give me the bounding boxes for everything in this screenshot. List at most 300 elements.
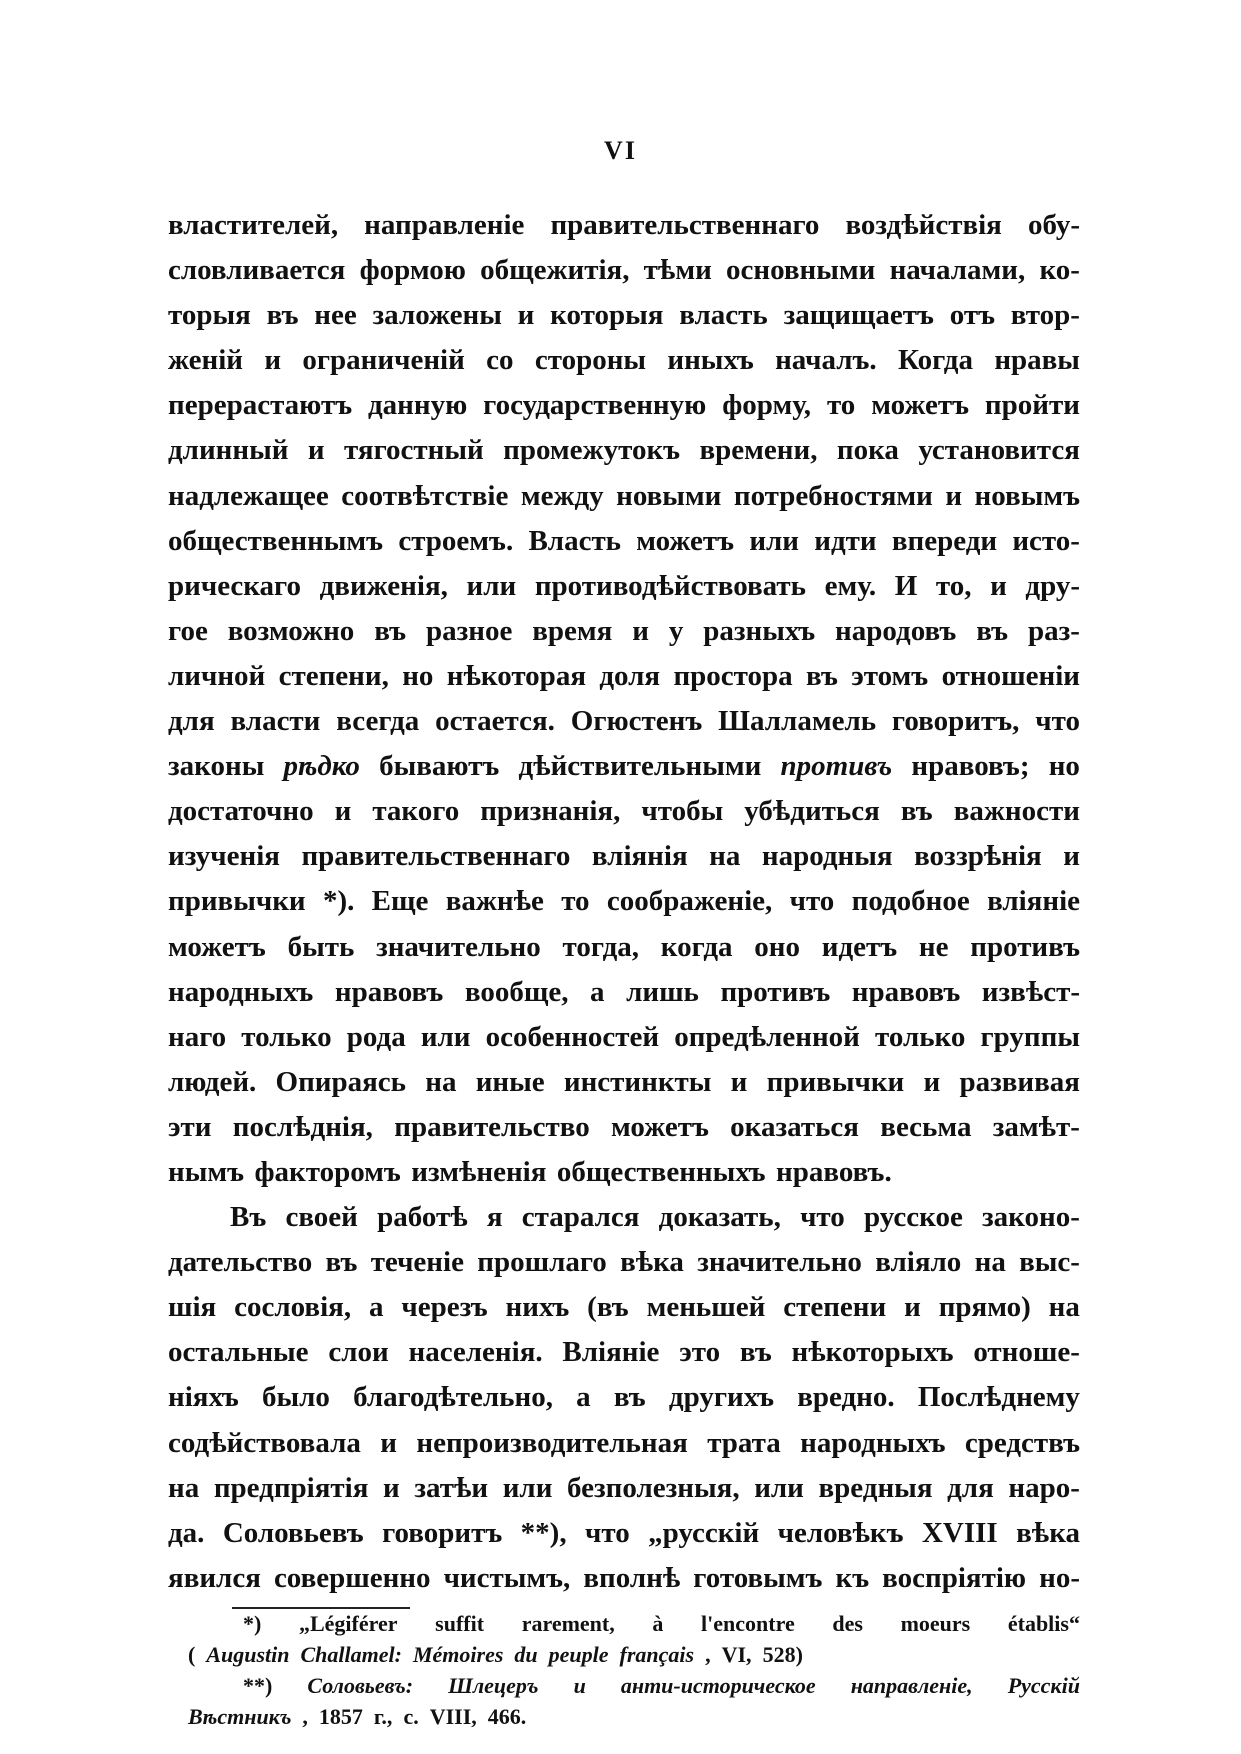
word: важнѣе	[445, 885, 544, 918]
word: Еще	[371, 885, 429, 918]
word: исто-	[1012, 524, 1080, 557]
word: которыя	[550, 299, 664, 332]
main-text	[168, 203, 1080, 1601]
word: развивая	[959, 1065, 1080, 1098]
word: личной	[168, 659, 266, 692]
footnote-line	[188, 1639, 1080, 1670]
word: правительственнаго	[301, 840, 571, 873]
word: движенія,	[319, 569, 448, 602]
word: заложены	[372, 299, 502, 332]
word: сословія,	[234, 1291, 352, 1324]
word: привычки	[766, 1065, 905, 1098]
footnotes	[188, 1608, 1080, 1732]
word: ко-	[1039, 254, 1080, 287]
word: человѣкъ	[777, 1516, 904, 1549]
word: раз-	[1027, 614, 1080, 647]
word: степени	[783, 1291, 887, 1324]
word: старался	[521, 1201, 640, 1234]
word: вѣка	[1016, 1516, 1080, 1549]
text-line	[168, 699, 1080, 744]
word: отношеніи	[941, 659, 1080, 692]
word: и	[264, 344, 282, 377]
word: разное	[425, 614, 513, 647]
word: нравовъ.	[776, 1155, 892, 1188]
word: и	[380, 1426, 397, 1459]
text-line	[168, 1511, 1080, 1556]
text-line	[168, 1150, 1080, 1195]
word: вліянія	[591, 840, 688, 873]
word: нравы	[994, 344, 1080, 377]
word: „русскій	[648, 1516, 760, 1549]
word: анти-историческое	[620, 1673, 816, 1698]
text-line	[168, 744, 1080, 789]
word: вообще,	[464, 975, 569, 1008]
word: затѣи	[414, 1471, 489, 1504]
word: благодѣтельно,	[353, 1381, 553, 1414]
word: законы	[168, 750, 265, 783]
word: что	[1035, 705, 1080, 738]
word: Огюстенъ	[570, 705, 703, 738]
word: весьма	[880, 1110, 972, 1143]
word: доля	[599, 659, 661, 692]
word: русское	[864, 1201, 963, 1234]
text-line	[168, 519, 1080, 564]
word: лишь	[626, 975, 699, 1008]
word: что	[789, 885, 835, 918]
word: населенія.	[408, 1336, 543, 1369]
word: въ	[325, 1246, 358, 1279]
word: пока	[836, 434, 899, 467]
word: установится	[918, 434, 1080, 467]
word: ,	[302, 1704, 308, 1729]
word: нымъ	[168, 1155, 245, 1188]
word: наро-	[1008, 1471, 1080, 1504]
word: а	[368, 1291, 384, 1324]
word: только	[241, 1020, 332, 1053]
word: тогда,	[562, 930, 640, 963]
word: прямо)	[938, 1291, 1031, 1324]
text-line	[168, 609, 1080, 654]
word: établis“	[1007, 1611, 1080, 1636]
word: потребностями	[733, 479, 933, 512]
word: общественнымъ	[168, 524, 384, 557]
word: Шлецеръ	[448, 1673, 539, 1698]
word: замѣт-	[992, 1110, 1080, 1143]
word: народныхъ	[800, 1426, 946, 1459]
word: отноше-	[973, 1336, 1080, 1369]
word: длинный	[168, 434, 289, 467]
word: трата	[707, 1426, 781, 1459]
word: Послѣднему	[917, 1381, 1080, 1414]
word: что	[800, 1201, 845, 1234]
word: и	[517, 299, 535, 332]
word: то	[561, 885, 590, 918]
word: можетъ	[611, 1110, 709, 1143]
word: или	[420, 1020, 471, 1053]
word: совершенно	[273, 1561, 431, 1594]
word: *)	[243, 1611, 262, 1636]
word: 466.	[487, 1704, 527, 1729]
word: началъ.	[775, 344, 877, 377]
word: или	[749, 524, 800, 557]
word: гое	[168, 614, 208, 647]
word: этомъ	[851, 659, 929, 692]
word: выс-	[1019, 1246, 1080, 1279]
word: воздѣйствія	[845, 209, 1002, 241]
text-line	[168, 834, 1080, 879]
word: у	[668, 614, 684, 647]
word: людей.	[168, 1065, 257, 1098]
word: тягостный	[344, 434, 484, 467]
word: средствъ	[964, 1426, 1080, 1459]
text-line	[168, 1105, 1080, 1150]
text-line	[168, 654, 1080, 699]
word: вредныя	[818, 1471, 933, 1504]
word: и	[990, 569, 1007, 602]
word: противодѣйствовать	[534, 569, 806, 602]
word: привычки	[168, 885, 306, 918]
word: черезъ	[401, 1291, 488, 1324]
footnote-line	[188, 1701, 1080, 1732]
word: другихъ	[668, 1381, 775, 1414]
word: И	[894, 569, 918, 602]
word: возможно	[227, 614, 355, 647]
word: явился	[168, 1561, 261, 1594]
word: Соловьевъ:	[307, 1673, 414, 1698]
word: меньшей	[646, 1291, 766, 1324]
word: содѣйствовала	[168, 1426, 361, 1459]
word: *).	[322, 885, 355, 918]
word: предпріятія	[213, 1471, 369, 1504]
word: опредѣленной	[674, 1020, 860, 1053]
word: нее	[314, 299, 357, 332]
word: ограниченій	[302, 344, 465, 377]
footnote-line	[188, 1670, 1080, 1701]
word: властителей,	[168, 209, 339, 241]
word: 1857	[318, 1704, 363, 1729]
word: въ	[266, 299, 299, 332]
word: готовымъ	[693, 1561, 823, 1594]
word: такого	[372, 795, 460, 828]
word: основными	[726, 254, 876, 287]
word: Mémoires	[412, 1642, 504, 1667]
word: быть	[287, 930, 355, 963]
word: можетъ	[168, 930, 266, 963]
word: (	[188, 1642, 196, 1667]
word: признанія,	[480, 795, 621, 828]
word: да.	[168, 1516, 205, 1549]
word: промежутокъ	[503, 434, 681, 467]
word: новымъ	[974, 479, 1080, 512]
word: новыми	[616, 479, 722, 512]
word: нравовъ	[334, 975, 444, 1008]
word: но-	[1039, 1561, 1080, 1594]
text-line	[168, 1375, 1080, 1420]
word: со	[486, 344, 514, 377]
word: бываютъ	[379, 750, 500, 783]
word: пройти	[984, 389, 1080, 422]
word: чтобы	[641, 795, 724, 828]
word: значительно	[697, 1246, 862, 1279]
word: степени,	[278, 659, 389, 692]
word: иныхъ	[667, 344, 754, 377]
word: оказаться	[730, 1110, 859, 1143]
word: на	[709, 840, 741, 873]
word: втор-	[1010, 299, 1080, 332]
word: данную	[368, 389, 468, 422]
text-line	[168, 1556, 1080, 1601]
word: соображеніе,	[606, 885, 773, 918]
word: Challamel:	[300, 1642, 402, 1667]
word: особенностей	[485, 1020, 660, 1053]
word: нравовъ;	[911, 750, 1030, 783]
text-line	[168, 879, 1080, 924]
word: Соловьевъ	[222, 1516, 364, 1549]
word: и	[307, 434, 325, 467]
word: или	[754, 1471, 804, 1504]
word: общежитія,	[480, 254, 630, 287]
word: я	[486, 1201, 503, 1234]
word: (въ	[587, 1291, 629, 1324]
word: идти	[814, 524, 877, 557]
word: всегда	[336, 705, 420, 738]
word: доказать,	[658, 1201, 781, 1234]
word: нихъ	[505, 1291, 570, 1324]
word: правительство	[394, 1110, 590, 1143]
word: нѣкоторыхъ	[791, 1336, 954, 1369]
word: въ	[900, 795, 933, 828]
word: VIII,	[429, 1704, 477, 1729]
word: rarement,	[521, 1611, 615, 1636]
word: только	[874, 1020, 966, 1053]
word: началами,	[889, 254, 1026, 287]
word: законо-	[982, 1201, 1080, 1234]
word: слои	[328, 1336, 389, 1369]
word: противъ	[970, 930, 1080, 963]
word: на	[425, 1065, 457, 1098]
word: и	[923, 1065, 941, 1098]
text-line	[168, 383, 1080, 428]
text-line	[168, 474, 1080, 519]
word: важности	[953, 795, 1080, 828]
word: или	[466, 569, 517, 602]
word: остается.	[435, 705, 555, 738]
word: между	[520, 479, 604, 512]
word: нѣкоторая	[446, 659, 587, 692]
text-line	[168, 428, 1080, 473]
word: и	[730, 1065, 748, 1098]
word: работѣ	[377, 1201, 468, 1234]
word: говоритъ	[382, 1516, 503, 1549]
word: надлежащее	[168, 479, 329, 512]
word: народовъ	[835, 614, 957, 647]
word: дательство	[168, 1246, 313, 1279]
word: въ	[613, 1381, 646, 1414]
word: Русскій	[1007, 1673, 1080, 1698]
word: 528)	[762, 1642, 803, 1667]
word: а	[590, 975, 605, 1008]
word: перерастаютъ	[168, 389, 353, 422]
word: не	[918, 930, 949, 963]
word: l'encontre	[701, 1611, 795, 1636]
word: когда	[660, 930, 733, 963]
word: формою	[359, 254, 466, 287]
word: простора	[673, 659, 793, 692]
word: общественныхъ	[556, 1155, 766, 1188]
word: въ	[806, 659, 838, 692]
word: нравовъ	[851, 975, 961, 1008]
word: рѣдко	[283, 750, 360, 783]
text-line	[168, 1060, 1080, 1105]
word: можетъ	[871, 389, 970, 422]
word: послѣднія,	[232, 1110, 373, 1143]
word: время	[532, 614, 613, 647]
text-line	[168, 338, 1080, 383]
word: правительственнаго	[550, 209, 820, 241]
text-line	[168, 789, 1080, 834]
word: что	[584, 1516, 630, 1549]
word: значительно	[376, 930, 541, 963]
word: подобное	[851, 885, 970, 918]
word: и	[334, 795, 352, 828]
word: торыя	[168, 299, 251, 332]
word: ніяхъ	[168, 1381, 239, 1414]
page-number: VI	[604, 136, 637, 165]
word: **)	[243, 1673, 273, 1698]
text-line	[168, 1015, 1080, 1060]
word: „Légiférer	[298, 1611, 398, 1636]
word: на	[1048, 1291, 1080, 1324]
word: убѣдиться	[744, 795, 880, 828]
word: вѣка	[620, 1246, 684, 1279]
word: Augustin	[206, 1642, 290, 1667]
word: на	[168, 1471, 200, 1504]
word: français	[619, 1642, 695, 1667]
text-line	[168, 1421, 1080, 1466]
word: и	[383, 1471, 400, 1504]
text-line	[168, 925, 1080, 970]
word: группы	[980, 1020, 1080, 1053]
word: остальные	[168, 1336, 309, 1369]
word: чистымъ,	[443, 1561, 571, 1594]
word: шія	[168, 1291, 217, 1324]
word: времени,	[699, 434, 818, 467]
word: въ	[739, 1336, 772, 1369]
word: ,	[705, 1642, 711, 1667]
word: дру-	[1025, 569, 1080, 602]
word: рода	[346, 1020, 406, 1053]
word: с.	[403, 1704, 419, 1729]
word: ему.	[824, 569, 877, 602]
word: направленіе,	[850, 1673, 973, 1698]
word: и	[904, 1291, 921, 1324]
word: Шалламель	[718, 705, 877, 738]
text-line	[168, 1195, 1080, 1240]
word: идетъ	[821, 930, 898, 963]
word: непроизводительная	[416, 1426, 688, 1459]
word: du	[514, 1642, 538, 1667]
word: власти	[230, 705, 321, 738]
text-line	[168, 203, 1080, 248]
word: вредно.	[797, 1381, 895, 1414]
word: защищаетъ	[783, 299, 934, 332]
word: прошлаго	[477, 1246, 607, 1279]
word: Вѣстникъ	[188, 1704, 292, 1729]
text-line	[168, 1330, 1080, 1375]
word: народныхъ	[168, 975, 314, 1008]
word: на	[974, 1246, 1006, 1279]
word: то	[826, 389, 856, 422]
word: факторомъ	[254, 1155, 401, 1188]
word: Опираясь	[275, 1065, 407, 1098]
text-line	[168, 564, 1080, 609]
word: г.,	[373, 1704, 393, 1729]
word: тѣми	[643, 254, 712, 287]
word: для	[947, 1471, 994, 1504]
word: à	[652, 1611, 664, 1636]
footnote-line	[188, 1608, 1080, 1639]
word: но	[1048, 750, 1080, 783]
word: и	[573, 1673, 586, 1698]
word: des	[832, 1611, 863, 1636]
word: безполезныя,	[567, 1471, 740, 1504]
word: наго	[168, 1020, 227, 1053]
word: suffit	[435, 1611, 485, 1636]
word: и	[1063, 840, 1080, 873]
word: разныхъ	[703, 614, 816, 647]
word: оно	[754, 930, 800, 963]
word: **),	[520, 1516, 567, 1549]
word: къ	[835, 1561, 870, 1594]
word: можетъ	[636, 524, 735, 557]
word: вліяніе	[987, 885, 1080, 918]
text-line	[168, 970, 1080, 1015]
word: эти	[168, 1110, 212, 1143]
text-line	[168, 1466, 1080, 1511]
word: теченіе	[370, 1246, 464, 1279]
word: своей	[285, 1201, 358, 1234]
word: иные	[475, 1065, 545, 1098]
word: форму,	[722, 389, 812, 422]
word: вполнѣ	[583, 1561, 681, 1594]
word: для	[168, 705, 215, 738]
word: говоритъ,	[891, 705, 1020, 738]
word: направленіе	[364, 209, 525, 241]
word: moeurs	[900, 1611, 971, 1636]
text-line	[168, 293, 1080, 338]
word: достаточно	[168, 795, 314, 828]
word: въ	[976, 614, 1009, 647]
word: это	[679, 1336, 721, 1369]
word: но	[402, 659, 434, 692]
word: и	[632, 614, 649, 647]
word: Когда	[898, 344, 973, 377]
word: было	[261, 1381, 330, 1414]
word: извѣст-	[981, 975, 1080, 1008]
word: то,	[935, 569, 972, 602]
word: отъ	[949, 299, 995, 332]
word: VI,	[721, 1642, 752, 1667]
word: воспріятію	[882, 1561, 1027, 1594]
word: инстинкты	[563, 1065, 712, 1098]
word: власть	[679, 299, 768, 332]
word: словливается	[168, 254, 346, 287]
word: воззрѣнія	[914, 840, 1042, 873]
word: соотвѣтствіе	[341, 479, 509, 512]
word: рическаго	[168, 569, 302, 602]
word: противъ	[720, 975, 831, 1008]
text-line	[168, 1240, 1080, 1285]
